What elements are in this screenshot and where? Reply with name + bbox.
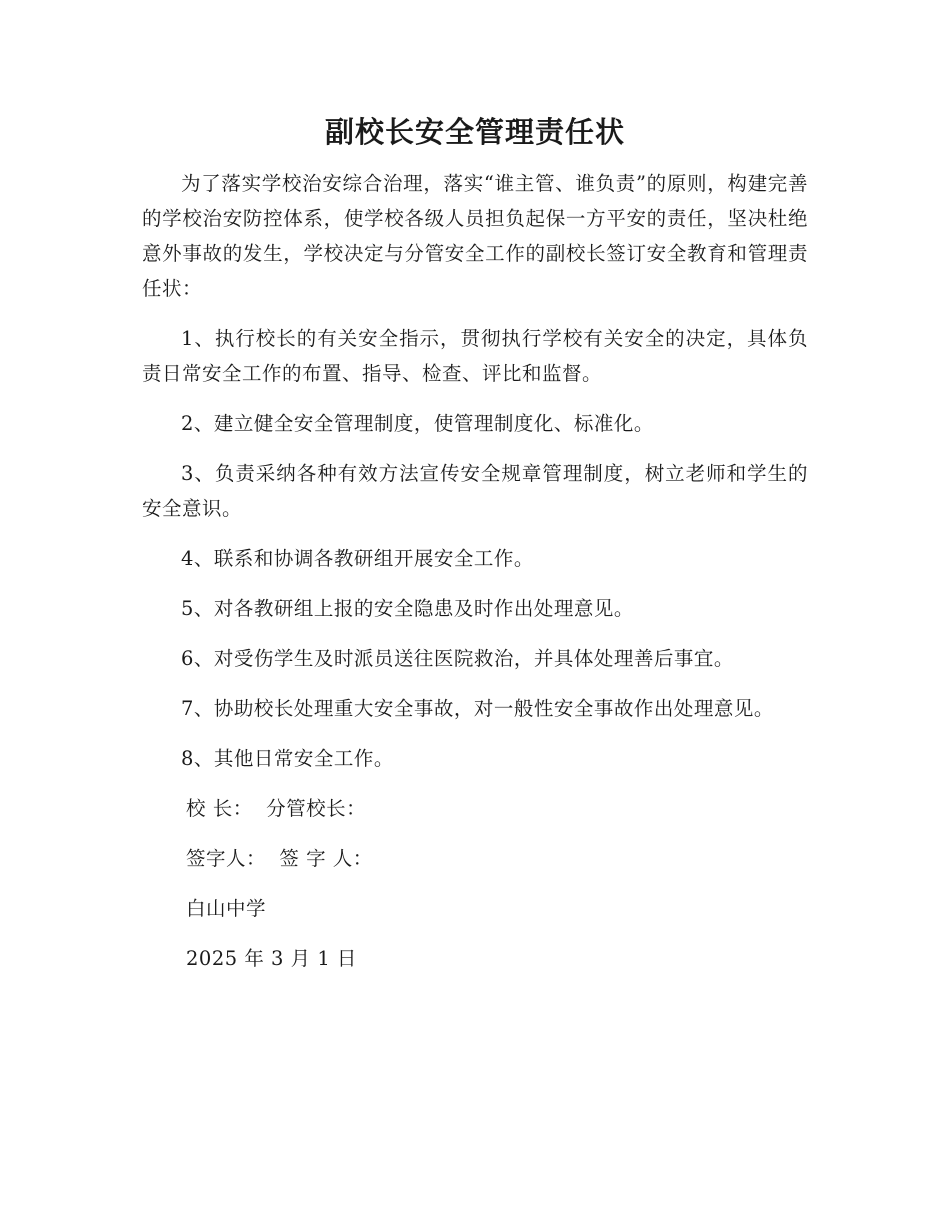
- clause-3: 3、负责采纳各种有效方法宣传安全规章管理制度，树立老师和学生的安全意识。: [142, 462, 808, 520]
- intro-paragraph: 为了落实学校治安综合治理，落实“谁主管、谁负责”的原则，构建完善的学校治安防控体系，使学校各级人员担负起保一方平安的责任，坚决杜绝意外事故的发生，学校决定与分管安全工作的副校长签订安全教育和管理责任状：: [142, 172, 808, 300]
- clause-2: 2、建立健全安全管理制度，使管理制度化、标准化。: [181, 412, 654, 435]
- document-date: 2025 年 3 月 1 日: [186, 947, 357, 970]
- clause-8: 8、其他日常安全工作。: [181, 747, 394, 770]
- signature-line-signer: 签字人： 签 字 人：: [186, 847, 373, 870]
- signature-line-principal: 校 长： 分管校长：: [186, 797, 367, 820]
- clause-7: 7、协助校长处理重大安全事故，对一般性安全事故作出处理意见。: [181, 697, 774, 720]
- document-body: [142, 166, 808, 991]
- document-title: 副校长安全管理责任状: [324, 115, 625, 149]
- clause-5: 5、对各教研组上报的安全隐患及时作出处理意见。: [181, 597, 634, 620]
- clause-1: 1、执行校长的有关安全指示，贯彻执行学校有关安全的决定，具体负责日常安全工作的布置、指导、检查、评比和监督。: [142, 327, 808, 385]
- clause-6: 6、对受伤学生及时派员送往医院救治，并具体处理善后事宜。: [181, 647, 734, 670]
- clause-4: 4、联系和协调各教研组开展安全工作。: [181, 547, 534, 570]
- school-name: 白山中学: [186, 897, 267, 920]
